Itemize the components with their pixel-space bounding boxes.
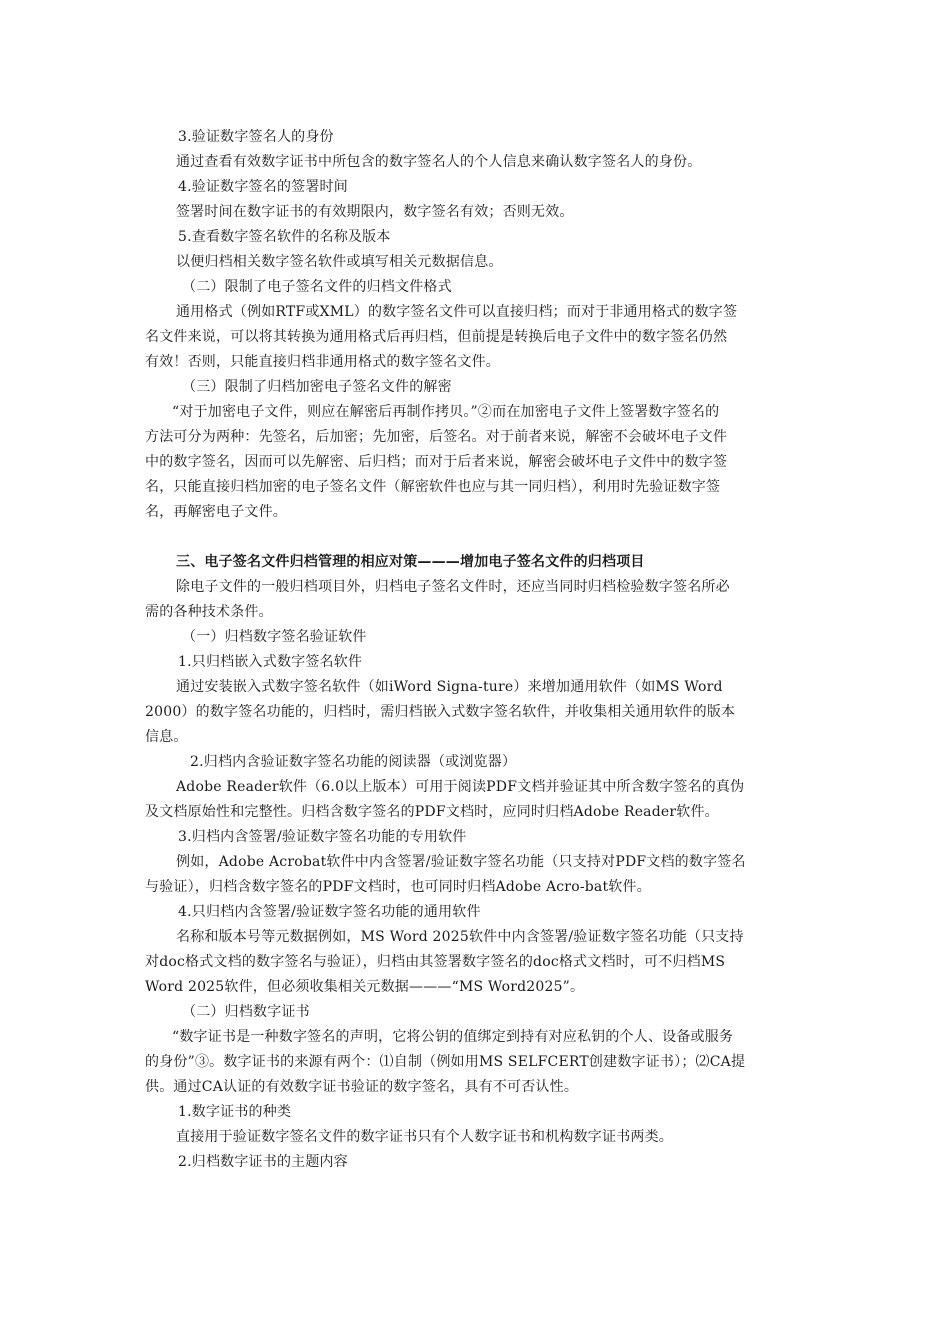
text-line: 信息。 [145, 729, 188, 745]
text-line: Word 2025软件，但必须收集相关元数据———“MS Word2025”。 [145, 979, 585, 995]
text-line: 及文档原始性和完整性。归档含数字签名的PDF文档时，应同时归档Adobe Reader软件。 [145, 804, 719, 820]
section-heading: （一）归档数字签名验证软件 [182, 629, 367, 645]
text-line: 2000）的数字签名功能的，归档时，需归档嵌入式数字签名软件，并收集相关通用软件的版本 [145, 704, 736, 720]
text-line: 中的数字签名，因而可以先解密、后归档；而对于后者来说，解密会破坏电子文件中的数字签 [145, 454, 728, 470]
text-line: 供。通过CA认证的有效数字证书验证的数字签名，具有不可否认性。 [145, 1079, 579, 1095]
text-line: 名，只能直接归档加密的电子签名文件（解密软件也应与其一同归档），利用时先验证数字签 [145, 479, 721, 495]
text-line: 2.归档数字证书的主题内容 [178, 1154, 348, 1170]
text-line: 以便归档相关数字签名软件或填写相关元数据信息。 [176, 254, 503, 270]
text-line: 通过查看有效数字证书中所包含的数字签名人的个人信息来确认数字签名人的身份。 [176, 154, 702, 170]
text-line: 对doc格式文档的数字签名与验证），归档由其签署数字签名的doc格式文档时，可不归档MS [145, 954, 726, 970]
text-line: 通用格式（例如RTF或XML）的数字签名文件可以直接归档；而对于非通用格式的数字签 [176, 304, 738, 320]
text-line: 名称和版本号等元数据例如，MS Word 2025软件中内含签署/验证数字签名功能（只支持 [176, 929, 744, 945]
text-line: “对于加密电子文件，则应在解密后再制作拷贝。”②而在加密电子文件上签署数字签名的 [172, 404, 720, 420]
text-line: 通过安装嵌入式数字签名软件（如iWord Signa-ture）来增加通用软件（如MS Word [176, 679, 723, 695]
text-line: 4.只归档内含签署/验证数字签名功能的通用软件 [178, 904, 481, 920]
text-line: 需的各种技术条件。 [145, 604, 273, 620]
text-line: 有效！否则，只能直接归档非通用格式的数字签名文件。 [145, 354, 500, 370]
text-line: 例如，Adobe Acrobat软件中内含签署/验证数字签名功能（只支持对PDF文档的数字签名 [176, 854, 746, 870]
text-line: 4.验证数字签名的签署时间 [178, 179, 348, 195]
section-heading: （二）限制了电子签名文件的归档文件格式 [182, 279, 452, 295]
text-line: 3.验证数字签名人的身份 [178, 129, 334, 145]
text-line: 3.归档内含签署/验证数字签名功能的专用软件 [178, 829, 467, 845]
text-line: 5.查看数字签名软件的名称及版本 [178, 229, 391, 245]
text-line: 1.只归档嵌入式数字签名软件 [178, 654, 363, 670]
chapter-heading: 三、电子签名文件归档管理的相应对策———增加电子签名文件的归档项目 [176, 554, 645, 570]
text-line: “数字证书是一种数字签名的声明，它将公钥的值绑定到持有对应私钥的个人、设备或服务 [172, 1029, 734, 1045]
section-heading: （二）归档数字证书 [182, 1004, 310, 1020]
text-line: Adobe Reader软件（6.0以上版本）可用于阅读PDF文档并验证其中所含数字签名的真伪 [176, 779, 745, 795]
text-line: 除电子文件的一般归档项目外，归档电子签名文件时，还应当同时归档检验数字签名所必 [176, 579, 730, 595]
text-line: 直接用于验证数字签名文件的数字证书只有个人数字证书和机构数字证书两类。 [176, 1129, 673, 1145]
text-line: 名文件来说，可以将其转换为通用格式后再归档，但前提是转换后电子文件中的数字签名仍然 [145, 329, 728, 345]
text-line: 方法可分为两种：先签名，后加密；先加密，后签名。对于前者来说，解密不会破坏电子文件 [145, 429, 728, 445]
text-line: 1.数字证书的种类 [178, 1104, 292, 1120]
text-line: 2.归档内含验证数字签名功能的阅读器（或浏览器） [190, 754, 517, 770]
text-line: 签署时间在数字证书的有效期限内，数字签名有效；否则无效。 [176, 204, 574, 220]
section-heading: （三）限制了归档加密电子签名文件的解密 [182, 379, 452, 395]
text-line: 与验证），归档含数字签名的PDF文档时，也可同时归档Adobe Acro-bat软件。 [145, 879, 651, 895]
text-line: 名，再解密电子文件。 [145, 504, 287, 520]
text-line: 的身份”③。数字证书的来源有两个：⑴自制（例如用MS SELFCERT创建数字证书）；⑵CA提 [145, 1054, 746, 1070]
